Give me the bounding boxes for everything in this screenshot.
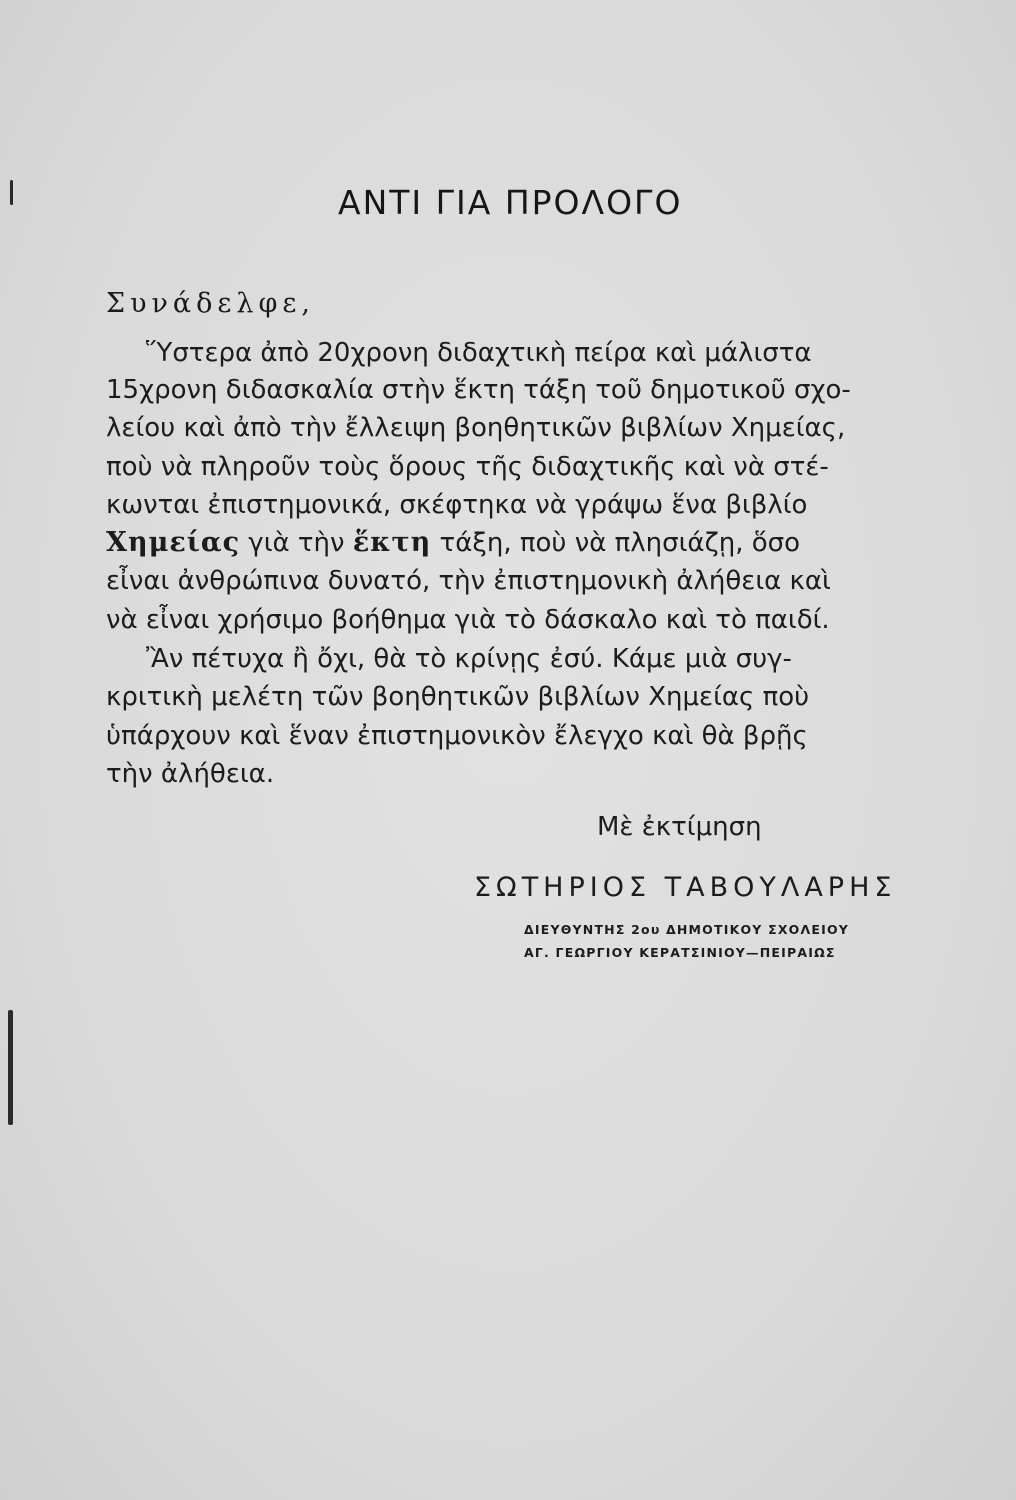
body-line-3: λείου καὶ ἀπὸ τὴν ἔλλειψη βοηθητικῶν βιβλίων Χημείας, xyxy=(106,413,846,443)
salutation: Συνάδελφε, xyxy=(106,288,315,319)
body-line-2: 15χρονη διδασκαλία στὴν ἕκτη τάξη τοῦ δημοτικοῦ σχο- xyxy=(106,375,851,405)
emphasis-sixth: ἕκτη xyxy=(352,527,432,558)
body-line-4: ποὺ νὰ πληροῦν τοὺς ὅρους τῆς διδαχτικῆς καὶ νὰ στέ- xyxy=(106,452,829,482)
body-line-9: Ἂν πέτυχα ἢ ὄχι, θὰ τὸ κρίνῃς ἐσύ. Κάμε μιὰ συγ- xyxy=(146,644,792,674)
signature-role-line-2: ΑΓ. ΓΕΩΡΓΙΟΥ ΚΕΡΑΤΣΙΝΙΟΥ—ΠΕΙΡΑΙΩΣ xyxy=(524,945,836,960)
body-line-8: νὰ εἶναι χρήσιμο βοήθημα γιὰ τὸ δάσκαλο καὶ τὸ παιδί. xyxy=(106,605,830,635)
body-line-5: κωνται ἐπιστημονικά, σκέφτηκα νὰ γράψω ἕνα βιβλίο xyxy=(106,490,808,520)
body-line-6 xyxy=(106,528,800,558)
signature-name: ΣΩΤΗΡΙΟΣ ΤΑΒΟΥΛΑΡΗΣ xyxy=(474,872,897,903)
body-line-10: κριτικὴ μελέτη τῶν βοηθητικῶν βιβλίων Χημείας ποὺ xyxy=(106,682,810,712)
body-line-7: εἶναι ἀνθρώπινα δυνατό, τὴν ἐπιστημονικὴ ἀλήθεια καὶ xyxy=(106,566,831,596)
signature-role-line-1: ΔΙΕΥΘΥΝΤΗΣ 2ου ΔΗΜΟΤΙΚΟΥ ΣΧΟΛΕΙΟΥ xyxy=(524,922,850,937)
binding-mark-top xyxy=(10,180,13,205)
emphasis-chemistry: Χημείας xyxy=(106,527,241,558)
body-line-6-rest: τάξη, ποὺ νὰ πλησιάζῃ, ὅσο xyxy=(431,528,801,558)
page-title: ΑΝΤΙ ΓΙΑ ΠΡΟΛΟΓΟ xyxy=(338,183,683,222)
body-line-1: Ὕστερα ἀπὸ 20χρονη διδαχτικὴ πείρα καὶ μάλιστα xyxy=(146,338,812,368)
closing: Μὲ ἐκτίμηση xyxy=(597,812,762,842)
binding-mark xyxy=(8,1010,13,1125)
body-line-11: ὑπάρχουν καὶ ἕναν ἐπιστημονικὸν ἔλεγχο καὶ θὰ βρῇς xyxy=(106,721,808,751)
body-line-12: τὴν ἀλήθεια. xyxy=(106,759,275,789)
body-line-6-mid: γιὰ τὴν xyxy=(240,528,353,558)
